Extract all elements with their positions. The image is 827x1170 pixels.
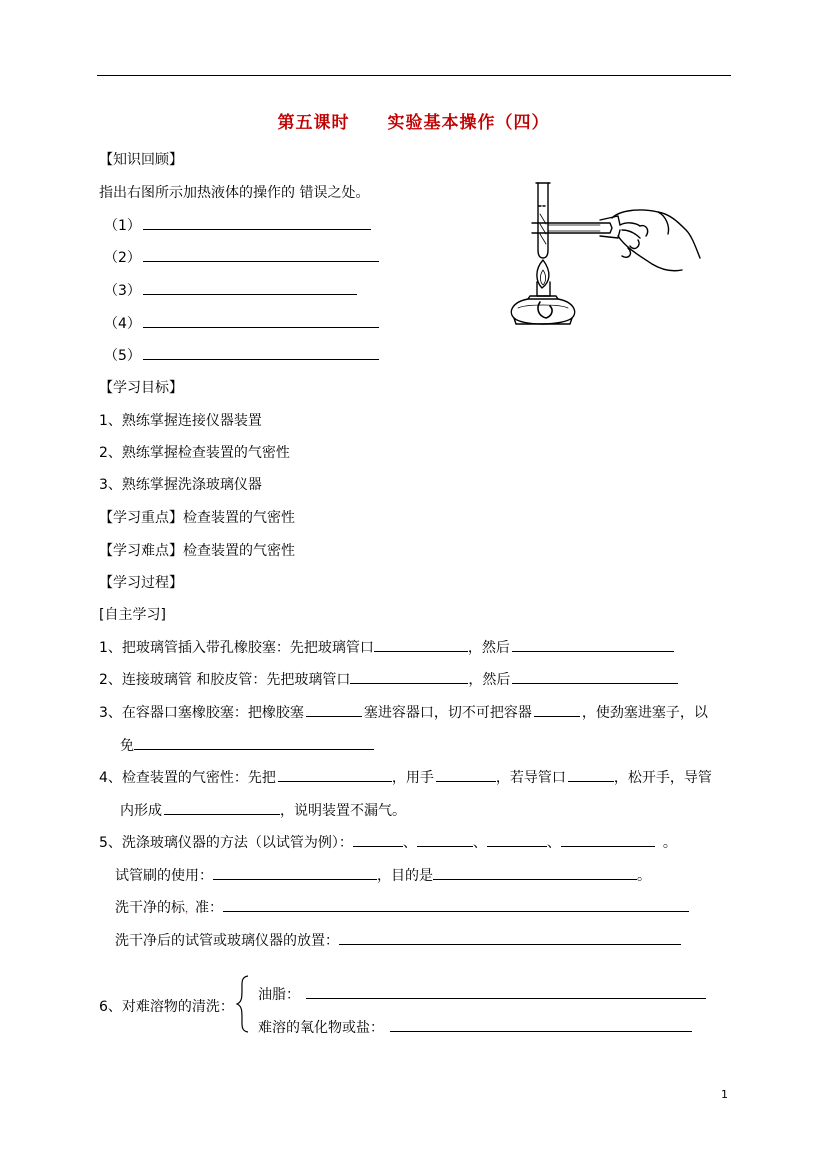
goal-item: 1、熟练掌握连接仪器装置 bbox=[99, 413, 262, 429]
review-item-1: （1） bbox=[104, 215, 371, 235]
answer-blank[interactable] bbox=[433, 865, 637, 880]
answer-blank[interactable] bbox=[417, 832, 473, 847]
answer-blank[interactable] bbox=[134, 735, 374, 750]
question-5-placement: 洗干净后的试管或玻璃仪器的放置： bbox=[115, 930, 681, 950]
question-5: 5、洗涤玻璃仪器的方法（以试管为例）： 、 、 、 。 bbox=[99, 832, 677, 852]
answer-blank[interactable] bbox=[339, 930, 681, 945]
self-study-heading: [自主学习] bbox=[99, 607, 166, 623]
answer-blank[interactable] bbox=[568, 767, 614, 782]
review-item-4: （4） bbox=[104, 313, 379, 333]
answer-blank[interactable] bbox=[164, 800, 280, 815]
answer-blank[interactable] bbox=[374, 637, 468, 652]
answer-blank[interactable] bbox=[143, 345, 379, 360]
question-5-brush: 试管刷的使用： ，目的是 。 bbox=[115, 865, 651, 885]
review-item-3: （3） bbox=[104, 280, 357, 300]
review-heading: 【知识回顾】 bbox=[99, 152, 183, 168]
answer-blank[interactable] bbox=[561, 832, 655, 847]
answer-blank[interactable] bbox=[306, 702, 362, 717]
question-1: 1、把玻璃管插入带孔橡胶塞：先把玻璃管口 ，然后 bbox=[99, 637, 674, 657]
answer-blank[interactable] bbox=[436, 767, 496, 782]
answer-blank[interactable] bbox=[213, 865, 377, 880]
answer-blank[interactable] bbox=[143, 280, 357, 295]
answer-blank[interactable] bbox=[487, 832, 547, 847]
difficulty: 【学习难点】检查装置的气密性 bbox=[99, 543, 295, 559]
answer-blank[interactable] bbox=[223, 897, 689, 912]
answer-blank[interactable] bbox=[390, 1017, 692, 1032]
page-title bbox=[0, 108, 827, 133]
header-rule bbox=[97, 75, 731, 76]
title-part1: 第五课时 bbox=[277, 113, 350, 133]
answer-blank[interactable] bbox=[534, 702, 580, 717]
question-4: 4、检查装置的气密性：先把 ，用手 ，若导管口 ，松开手，导管 bbox=[99, 767, 712, 787]
question-4-cont: 内形成 ，说明装置不漏气。 bbox=[120, 800, 406, 820]
curly-brace-icon bbox=[236, 975, 250, 1033]
goal-item: 2、熟练掌握检查装置的气密性 bbox=[99, 445, 290, 461]
goals-heading: 【学习目标】 bbox=[99, 380, 183, 396]
question-6-oxide: 难溶的氧化物或盐： bbox=[258, 1017, 692, 1037]
key-point: 【学习重点】检查装置的气密性 bbox=[99, 510, 295, 526]
question-2: 2、连接玻璃管 和胶皮管：先把玻璃管口 ，然后 bbox=[99, 669, 678, 689]
answer-blank[interactable] bbox=[143, 247, 379, 262]
page-number: 1 bbox=[721, 1088, 728, 1101]
question-5-clean: 洗干净的标，准： bbox=[115, 897, 689, 917]
answer-blank[interactable] bbox=[278, 767, 392, 782]
question-6: 6、对难溶物的清洗： bbox=[99, 999, 234, 1015]
answer-blank[interactable] bbox=[306, 984, 706, 999]
answer-blank[interactable] bbox=[143, 313, 379, 328]
question-6-oil: 油脂： bbox=[258, 984, 706, 1004]
title-part2: 实验基本操作（四） bbox=[387, 113, 550, 133]
answer-blank[interactable] bbox=[512, 669, 678, 684]
answer-blank[interactable] bbox=[512, 637, 674, 652]
question-3: 3、在容器口塞橡胶塞：把橡胶塞 塞进容器口，切不可把容器 ，使劲塞进塞子，以 bbox=[99, 702, 708, 722]
answer-blank[interactable] bbox=[350, 669, 468, 684]
alcohol-lamp-heating-test-tube-icon bbox=[500, 178, 705, 330]
answer-blank[interactable] bbox=[353, 832, 403, 847]
goal-item: 3、熟练掌握洗涤玻璃仪器 bbox=[99, 477, 262, 493]
answer-blank[interactable] bbox=[143, 215, 371, 230]
question-3-cont: 免 bbox=[120, 735, 374, 755]
review-item-2: （2） bbox=[104, 247, 379, 267]
review-item-5: （5） bbox=[104, 345, 379, 365]
process-heading: 【学习过程】 bbox=[99, 575, 183, 591]
review-prompt: 指出右图所示加热液体的操作的 错误之处。 bbox=[99, 185, 370, 201]
